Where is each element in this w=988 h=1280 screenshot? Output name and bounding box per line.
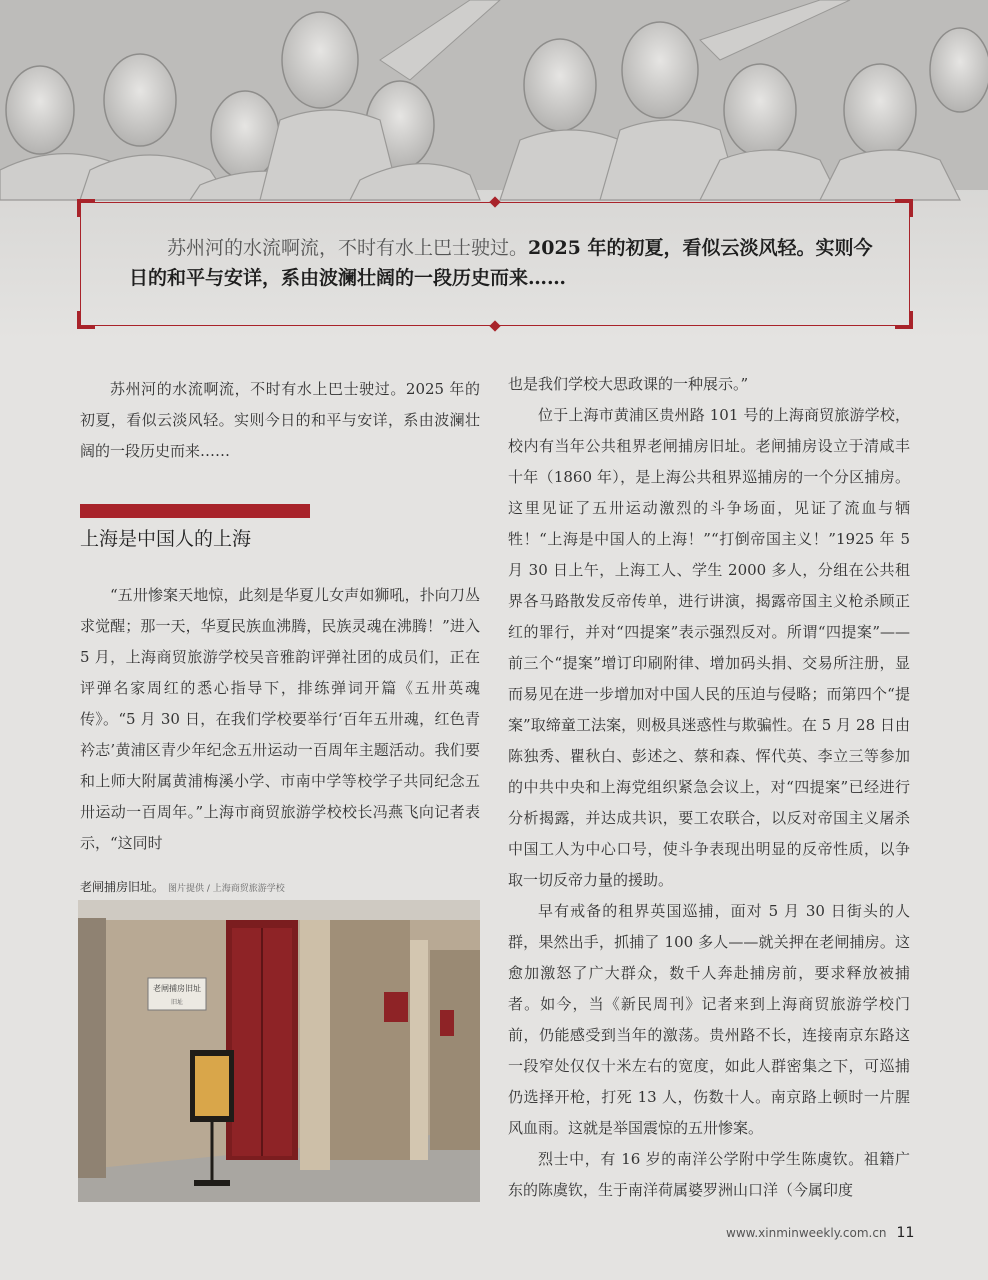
body-paragraph: 早有戒备的租界英国巡捕，面对 5 月 30 日街头的人群，果然出手，抓捕了 100 多人——就关押在老闸捕房。这愈加激怒了广大群众，数千人奔赴捕房前，要求释放被捕者。如今，当《新民周刊》记者来到上海商贸旅游学校门前，仍能感受到当年的激荡。贵州路不长，连接南京东路这一段窄处仅仅十米左右的宽度，如此人群密集之下，可巡捕仍选择开枪，打死 13 人，伤数十人。南京路上顿时一片腥风血雨。这就是举国震惊的五卅惨案。	[508, 902, 910, 1137]
pull-quote-bold: 2025 年的初夏，看似云淡风轻。实则今日的和平与安详，系由波澜壮阔的一段历史而来……	[129, 237, 873, 289]
intro-paragraph: 苏州河的水流啊流，不时有水上巴士驶过。2025 年的初夏，看似云淡风轻。实则今日的和平与安详，系由波澜壮阔的一段历史而来……	[80, 380, 480, 460]
body-paragraph: 位于上海市黄浦区贵州路 101 号的上海商贸旅游学校，校内有当年公共租界老闸捕房旧址。老闸捕房设立于清咸丰十年（1860 年），是上海公共租界巡捕房的一个分区捕房。这里见证了五卅运动激烈的斗争场面，见证了流血与牺牲！“上海是中国人的上海！”“打倒帝国主义！”1925 年 5 月 30 日上午，上海工人、学生 2000 多人，分组在公共租界各马路散发反帝传单，进行讲演，揭露帝国主义枪杀顾正红的罪行，并对“四提案”表示强烈反对。所谓“四提案”——前三个“提案”增订印刷附律、增加码头捐、交易所注册，显而易见在进一步增加对中国人民的压迫与侵略；而第四个“提案”取缔童工法案，则极具迷惑性与欺骗性。在 5 月 28 日由陈独秀、瞿秋白、彭述之、蔡和森、恽代英、李立三等参加的中共中央和上海党组织紧急会议上，对“四提案”已经进行分析揭露，并达成共识，要工农联合，以反对帝国主义屠杀中国工人为中心口号，使斗争表现出明显的反帝性质，以争取一切反帝力量的援助。	[508, 406, 910, 889]
police-station-photo	[78, 900, 480, 1202]
body-paragraph: 烈士中，有 16 岁的南洋公学附中学生陈虞钦。祖籍广东的陈虞钦，生于南洋荷属婆罗洲山口洋（今属印度	[508, 1150, 910, 1199]
left-body-text	[80, 580, 480, 859]
pull-quote-text	[129, 233, 881, 293]
caption-text: 老闸捕房旧址。	[80, 880, 165, 894]
pull-quote-light: 苏州河的水流啊流，不时有水上巴士驶过。	[167, 237, 529, 259]
right-body-text	[508, 369, 910, 1206]
plaque-subtitle: 旧址	[170, 999, 184, 1006]
section-bar	[80, 504, 310, 518]
caption-credit: 图片提供 / 上海商贸旅游学校	[168, 884, 285, 894]
plaque-title: 老闸捕房旧址	[153, 984, 201, 993]
page-number: 11	[896, 1225, 915, 1241]
photo-caption	[80, 878, 285, 895]
body-paragraph: “五卅惨案天地惊，此刻是华夏儿女声如狮吼，扑向刀丛求觉醒；那一天，华夏民族血沸腾，民族灵魂在沸腾！”进入 5 月，上海商贸旅游学校吴音雅韵评弹社团的成员们，正在评弹名家周红的悉心指导下，排练弹词开篇《五卅英魂传》。“5 月 30 日，在我们学校要举行‘百年五卅魂，红色青衿志’黄浦区青少年纪念五卅运动一百周年主题活动。我们要和上师大附属黄浦梅溪小学、市南中学等校学子共同纪念五卅运动一百周年。”上海市商贸旅游学校校长冯燕飞向记者表示，“这同时	[80, 586, 480, 852]
frame-corner	[895, 311, 913, 329]
pull-quote-box	[80, 202, 910, 326]
section-title: 上海是中国人的上海	[80, 528, 252, 550]
frame-corner	[77, 311, 95, 329]
body-paragraph: 也是我们学校大思政课的一种展示。”	[508, 375, 749, 393]
frame-corner	[895, 199, 913, 217]
page-footer	[726, 1225, 914, 1241]
intro-paragraph-block	[80, 374, 480, 467]
footer-url: www.xinminweekly.com.cn	[726, 1226, 887, 1240]
photo-illustration	[78, 900, 480, 1202]
frame-corner	[77, 199, 95, 217]
